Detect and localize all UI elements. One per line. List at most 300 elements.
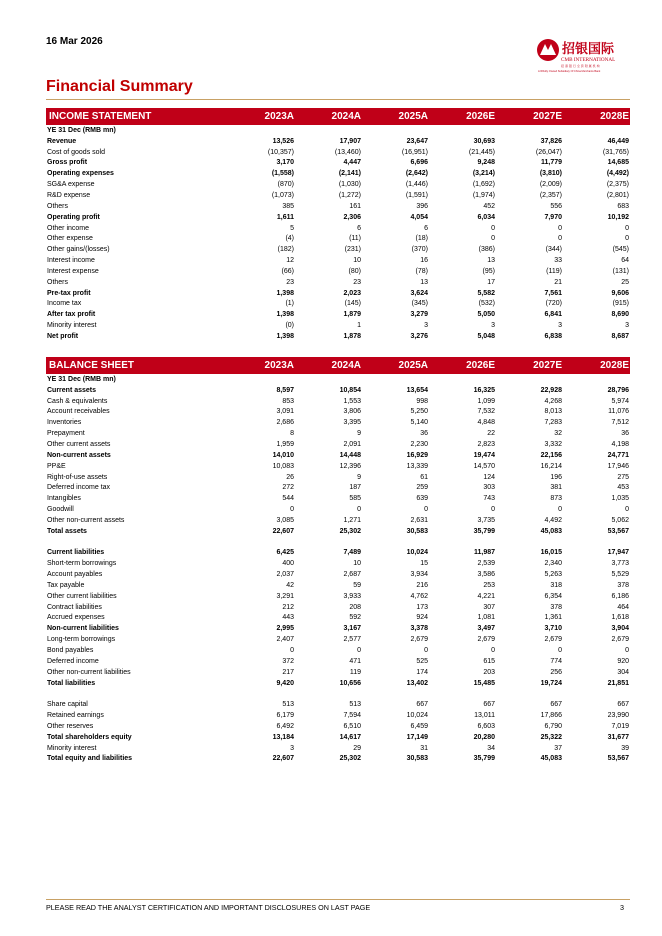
row-value: 9,606 [611, 289, 629, 297]
table-row [46, 309, 630, 320]
table-row [46, 526, 630, 537]
row-label: Operating expenses [47, 170, 114, 178]
row-value: (1,974) [472, 191, 495, 199]
table-row [46, 558, 630, 569]
row-value: 17 [487, 278, 495, 286]
row-value: 10,192 [607, 213, 629, 221]
row-value: (2,009) [539, 181, 562, 189]
table-row [46, 569, 630, 580]
row-label: Account payables [47, 571, 103, 579]
row-value: 23 [353, 278, 361, 286]
row-value: 22,607 [272, 527, 294, 535]
row-value: (1,030) [338, 181, 361, 189]
row-value: 1,611 [276, 213, 294, 221]
table-row [46, 721, 630, 732]
row-value: 24,771 [607, 451, 629, 459]
row-value: 0 [625, 506, 629, 514]
table-row [46, 233, 630, 244]
table-row [46, 678, 630, 689]
row-value: 513 [282, 701, 294, 709]
row-value: 35,799 [473, 755, 495, 763]
table-row [46, 439, 630, 450]
row-value: 3,170 [276, 159, 294, 167]
row-value: 124 [483, 473, 495, 481]
table-row [46, 656, 630, 667]
row-value: 2,340 [544, 560, 562, 568]
report-date: 16 Mar 2026 [46, 36, 103, 47]
row-value: 16,214 [540, 462, 562, 470]
logo-sub-cn: 招 商 银 行 全 资 附 属 机 构 [561, 64, 600, 68]
table-row [46, 699, 630, 710]
row-value: 6,603 [477, 722, 495, 730]
row-value: (545) [612, 246, 629, 254]
row-value: 8,013 [544, 408, 562, 416]
row-value: 2,679 [410, 636, 428, 644]
row-value: 6,186 [611, 592, 629, 600]
row-value: 2,407 [276, 636, 294, 644]
row-value: 3,378 [410, 625, 428, 633]
row-value: 46,449 [607, 137, 629, 145]
cmbi-logo-icon [535, 37, 630, 77]
row-value: 7,019 [611, 722, 629, 730]
row-value: 11,076 [608, 408, 629, 416]
row-value: 1,553 [343, 397, 361, 405]
table-row [46, 548, 630, 559]
row-value: 0 [357, 647, 361, 655]
row-value: 203 [483, 668, 495, 676]
row-value: 217 [282, 668, 294, 676]
row-label: SG&A expense [47, 181, 95, 189]
table-row [46, 634, 630, 645]
row-value: 667 [483, 701, 495, 709]
row-value: (2,375) [606, 181, 629, 189]
table-row [46, 374, 630, 385]
row-value: 667 [617, 701, 629, 709]
row-value: 0 [558, 235, 562, 243]
table-row [46, 580, 630, 591]
row-value: 667 [550, 701, 562, 709]
row-label: Inventories [47, 419, 82, 427]
year-header: 2028E [600, 111, 629, 122]
row-value: 7,512 [611, 419, 629, 427]
row-value: 9,420 [276, 679, 294, 687]
row-value: 3 [290, 744, 294, 752]
table-row [46, 667, 630, 678]
row-value: 22,607 [272, 755, 294, 763]
row-label: Other gains/(losses) [47, 246, 110, 254]
row-value: 1,099 [477, 397, 495, 405]
row-value: (870) [277, 181, 294, 189]
row-value: 7,594 [343, 712, 361, 720]
row-value: 3,497 [477, 625, 495, 633]
income-statement-heading: INCOME STATEMENT [49, 111, 152, 122]
row-value: 20,280 [473, 733, 495, 741]
row-value: 683 [617, 202, 629, 210]
year-header: 2026E [466, 360, 495, 371]
row-value: (80) [348, 267, 361, 275]
row-value: 1,398 [276, 332, 294, 340]
row-value: (18) [415, 235, 428, 243]
table-row [46, 396, 630, 407]
row-value: (344) [545, 246, 562, 254]
row-value: 10,854 [339, 386, 361, 394]
row-value: 35,799 [473, 527, 495, 535]
row-value: 381 [550, 484, 562, 492]
row-value: 5,050 [477, 311, 495, 319]
table-row [46, 482, 630, 493]
row-value: 3,735 [477, 516, 495, 524]
row-value: (2,357) [539, 191, 562, 199]
row-value: 3,291 [276, 592, 294, 600]
year-header: 2027E [533, 360, 562, 371]
row-value: 16,325 [473, 386, 495, 394]
table-row [46, 602, 630, 613]
balance-sheet-header [46, 357, 630, 374]
cmbi-logo [535, 37, 630, 77]
row-label: Revenue [47, 137, 77, 145]
row-value: 17,149 [406, 733, 428, 741]
table-row [46, 417, 630, 428]
row-value: (3,810) [539, 170, 562, 178]
row-value: 42 [286, 581, 294, 589]
row-value: (1,073) [271, 191, 294, 199]
row-label: Right-of-use assets [47, 473, 108, 481]
table-row [46, 732, 630, 743]
row-label: Other current liabilities [47, 592, 117, 600]
row-value: 1,271 [343, 516, 361, 524]
row-value: 3,773 [611, 560, 629, 568]
row-value: 16,015 [540, 549, 562, 557]
row-value: (2,801) [606, 191, 629, 199]
row-value: 2,577 [343, 636, 361, 644]
row-value: 4,848 [477, 419, 495, 427]
row-label: Minority interest [47, 744, 97, 752]
income-statement-rows [46, 125, 630, 342]
row-value: 924 [416, 614, 428, 622]
row-value: (78) [415, 267, 428, 275]
table-row [46, 493, 630, 504]
row-value: 10,024 [406, 712, 428, 720]
row-value: 13,402 [406, 679, 428, 687]
row-value: 13 [487, 257, 495, 265]
table-row [46, 743, 630, 754]
table-row [46, 288, 630, 299]
row-value: 615 [483, 657, 495, 665]
row-value: (182) [277, 246, 294, 254]
year-header: 2026E [466, 111, 495, 122]
row-value: 3,279 [410, 311, 428, 319]
year-header: 2027E [533, 111, 562, 122]
balance-sheet-table [46, 357, 630, 764]
row-label: Other expense [47, 235, 93, 243]
table-row [46, 472, 630, 483]
row-value: 0 [491, 235, 495, 243]
table-row [46, 179, 630, 190]
row-value: 14,010 [272, 451, 294, 459]
row-value: 61 [420, 473, 428, 481]
row-value: 10,024 [406, 549, 428, 557]
row-value: (11) [349, 235, 361, 243]
row-value: 4,054 [410, 213, 428, 221]
row-value: 0 [625, 224, 629, 232]
row-value: 3,904 [611, 625, 629, 633]
row-value: 2,091 [343, 440, 361, 448]
row-value: 1,618 [611, 614, 629, 622]
year-header: 2023A [264, 360, 294, 371]
table-row [46, 244, 630, 255]
row-value: (119) [546, 267, 562, 275]
table-row [46, 212, 630, 223]
row-value: 318 [550, 581, 562, 589]
row-value: 275 [617, 473, 629, 481]
row-value: 0 [558, 224, 562, 232]
row-value: 3 [558, 322, 562, 330]
row-value: (131) [612, 267, 629, 275]
row-value: 743 [483, 495, 495, 503]
row-label: Total assets [47, 527, 87, 535]
income-statement-table [46, 108, 630, 342]
table-row [46, 591, 630, 602]
table-row [46, 266, 630, 277]
row-label: Other reserves [47, 722, 94, 730]
row-value: 15 [420, 560, 428, 568]
row-value: 6,034 [477, 213, 495, 221]
row-value: 21 [554, 278, 562, 286]
row-value: 2,023 [343, 289, 361, 297]
row-label: Income tax [47, 300, 82, 308]
row-value: 21,851 [607, 679, 629, 687]
row-value: 3,624 [410, 289, 428, 297]
row-value: 0 [290, 647, 294, 655]
row-value: 23,990 [607, 712, 629, 720]
row-value: 5,529 [611, 571, 629, 579]
row-value: 3 [491, 322, 495, 330]
row-value: 45,083 [540, 527, 562, 535]
row-value: 23 [286, 278, 294, 286]
row-value: 4,762 [410, 592, 428, 600]
table-row [46, 201, 630, 212]
row-value: 33 [554, 257, 562, 265]
row-value: 7,970 [544, 213, 562, 221]
row-label: Non-current assets [47, 451, 111, 459]
row-value: 6,790 [544, 722, 562, 730]
row-label: Other non-current liabilities [47, 668, 131, 676]
row-value: 0 [625, 235, 629, 243]
table-row [46, 428, 630, 439]
row-value: 22 [487, 430, 495, 438]
row-value: 1 [357, 322, 361, 330]
row-value: 13,184 [272, 733, 294, 741]
row-value: 6,841 [544, 311, 562, 319]
row-value: 11,987 [473, 549, 495, 557]
row-value: 16,929 [406, 451, 428, 459]
row-value: 196 [550, 473, 562, 481]
row-value: 6 [357, 224, 361, 232]
table-row [46, 331, 630, 342]
row-value: (16,951) [401, 148, 428, 156]
row-value: 3,933 [343, 592, 361, 600]
row-value: 14,570 [473, 462, 495, 470]
income-statement-header [46, 108, 630, 125]
row-value: 30,693 [473, 137, 495, 145]
row-value: 998 [416, 397, 428, 405]
row-value: 17,947 [607, 549, 629, 557]
row-label: PP&E [47, 462, 66, 470]
row-value: 8,690 [611, 311, 629, 319]
row-value: 2,631 [410, 516, 428, 524]
row-label: Others [47, 278, 69, 286]
row-value: 174 [416, 668, 428, 676]
row-value: 853 [282, 397, 294, 405]
row-value: 400 [282, 560, 294, 568]
row-label: Share capital [47, 701, 88, 709]
row-value: (1,272) [338, 191, 361, 199]
row-value: (2,642) [405, 170, 428, 178]
row-value: 4,447 [343, 159, 361, 167]
row-value: 3,710 [544, 625, 562, 633]
row-value: (3,214) [472, 170, 495, 178]
row-value: 161 [349, 202, 361, 210]
table-row [46, 136, 630, 147]
table-row [46, 277, 630, 288]
row-value: 5,062 [611, 516, 629, 524]
row-label: Accrued expenses [47, 614, 105, 622]
row-value: 304 [617, 668, 629, 676]
row-label: Contract liabilities [47, 603, 102, 611]
row-label: Interest expense [47, 267, 99, 275]
row-value: (1,692) [472, 181, 495, 189]
row-value: 667 [416, 701, 428, 709]
row-value: 19,474 [473, 451, 495, 459]
row-value: 8,687 [611, 332, 629, 340]
row-value: 0 [558, 647, 562, 655]
row-value: 2,679 [544, 636, 562, 644]
row-value: 639 [416, 495, 428, 503]
row-value: 6,425 [276, 549, 294, 557]
row-value: 9,248 [477, 159, 495, 167]
row-value: (370) [411, 246, 428, 254]
row-value: 1,035 [611, 495, 629, 503]
row-value: 212 [282, 603, 294, 611]
row-label: Other income [47, 224, 90, 232]
row-label: Non-current liabilities [47, 625, 119, 633]
row-label: Intangibles [47, 495, 81, 503]
row-value: (1) [285, 300, 294, 308]
row-value: 3,586 [477, 571, 495, 579]
row-label: Retained earnings [47, 712, 104, 720]
row-value: 2,687 [343, 571, 361, 579]
row-value: 3 [625, 322, 629, 330]
row-value: 556 [550, 202, 562, 210]
row-value: 12 [286, 257, 294, 265]
row-value: 7,489 [343, 549, 361, 557]
row-value: 1,361 [544, 614, 562, 622]
row-value: 36 [420, 430, 428, 438]
row-value: 3,276 [410, 332, 428, 340]
row-value: 22,156 [540, 451, 562, 459]
year-header: 2024A [331, 111, 361, 122]
row-value: 3,332 [544, 440, 562, 448]
row-value: 4,198 [611, 440, 629, 448]
row-label: Current liabilities [47, 549, 105, 557]
row-value: 53,567 [607, 527, 629, 535]
table-row [46, 623, 630, 634]
row-value: 31 [420, 744, 428, 752]
row-label: Gross profit [47, 159, 88, 167]
row-value: 25,302 [339, 527, 361, 535]
row-value: 25,302 [339, 755, 361, 763]
row-value: 513 [349, 701, 361, 709]
row-value: 1,878 [343, 332, 361, 340]
row-value: 3,167 [343, 625, 361, 633]
row-value: 25 [621, 278, 629, 286]
row-value: 0 [491, 224, 495, 232]
row-value: (2,141) [338, 170, 361, 178]
row-value: 14,617 [339, 733, 361, 741]
row-value: (10,357) [267, 148, 294, 156]
row-value: 5,048 [477, 332, 495, 340]
row-value: 5,582 [477, 289, 495, 297]
footer-disclaimer: PLEASE READ THE ANALYST CERTIFICATION AND IMPORTANT DISCLOSURES ON LAST PAGE [46, 903, 371, 912]
row-value: 1,959 [276, 440, 294, 448]
row-value: 6,459 [410, 722, 428, 730]
row-value: 7,561 [544, 289, 562, 297]
row-value: 9 [357, 473, 361, 481]
row-value: 544 [282, 495, 294, 503]
table-row [46, 450, 630, 461]
balance-sheet-heading: BALANCE SHEET [49, 360, 135, 371]
row-value: 28,796 [607, 386, 629, 394]
row-value: 1,398 [276, 289, 294, 297]
year-header: 2025A [398, 111, 428, 122]
row-label: Bond payables [47, 647, 94, 655]
row-value: 6,510 [343, 722, 361, 730]
row-value: (26,047) [535, 148, 562, 156]
row-value: 2,995 [276, 625, 294, 633]
row-value: 6 [424, 224, 428, 232]
row-label: Total equity and liabilities [47, 755, 133, 763]
row-label: Total shareholders equity [47, 733, 132, 741]
row-value: 452 [483, 202, 495, 210]
row-value: 17,907 [339, 137, 361, 145]
row-value: 5 [290, 224, 294, 232]
row-label: YE 31 Dec (RMB mn) [47, 375, 116, 383]
row-value: 8 [290, 430, 294, 438]
row-value: 2,823 [477, 440, 495, 448]
row-label: Net profit [47, 332, 79, 340]
row-value: 31,677 [607, 733, 629, 741]
row-label: Tax payable [47, 581, 85, 589]
row-label: Deferred income tax [47, 484, 111, 492]
row-value: 2,306 [343, 213, 361, 221]
row-label: Cost of goods sold [47, 148, 105, 156]
row-value: 10,656 [339, 679, 361, 687]
row-label: Operating profit [47, 213, 100, 221]
row-value: (231) [344, 246, 361, 254]
row-value: 7,283 [544, 419, 562, 427]
row-value: 9 [357, 430, 361, 438]
table-row [46, 504, 630, 515]
row-value: 6,838 [544, 332, 562, 340]
row-value: (386) [478, 246, 495, 254]
row-value: 17,866 [540, 712, 562, 720]
page-number: 3 [620, 903, 624, 912]
row-value: 10 [353, 257, 361, 265]
row-value: 396 [416, 202, 428, 210]
row-label: Prepayment [47, 430, 85, 438]
row-value: 34 [487, 744, 495, 752]
row-value: 774 [550, 657, 562, 665]
